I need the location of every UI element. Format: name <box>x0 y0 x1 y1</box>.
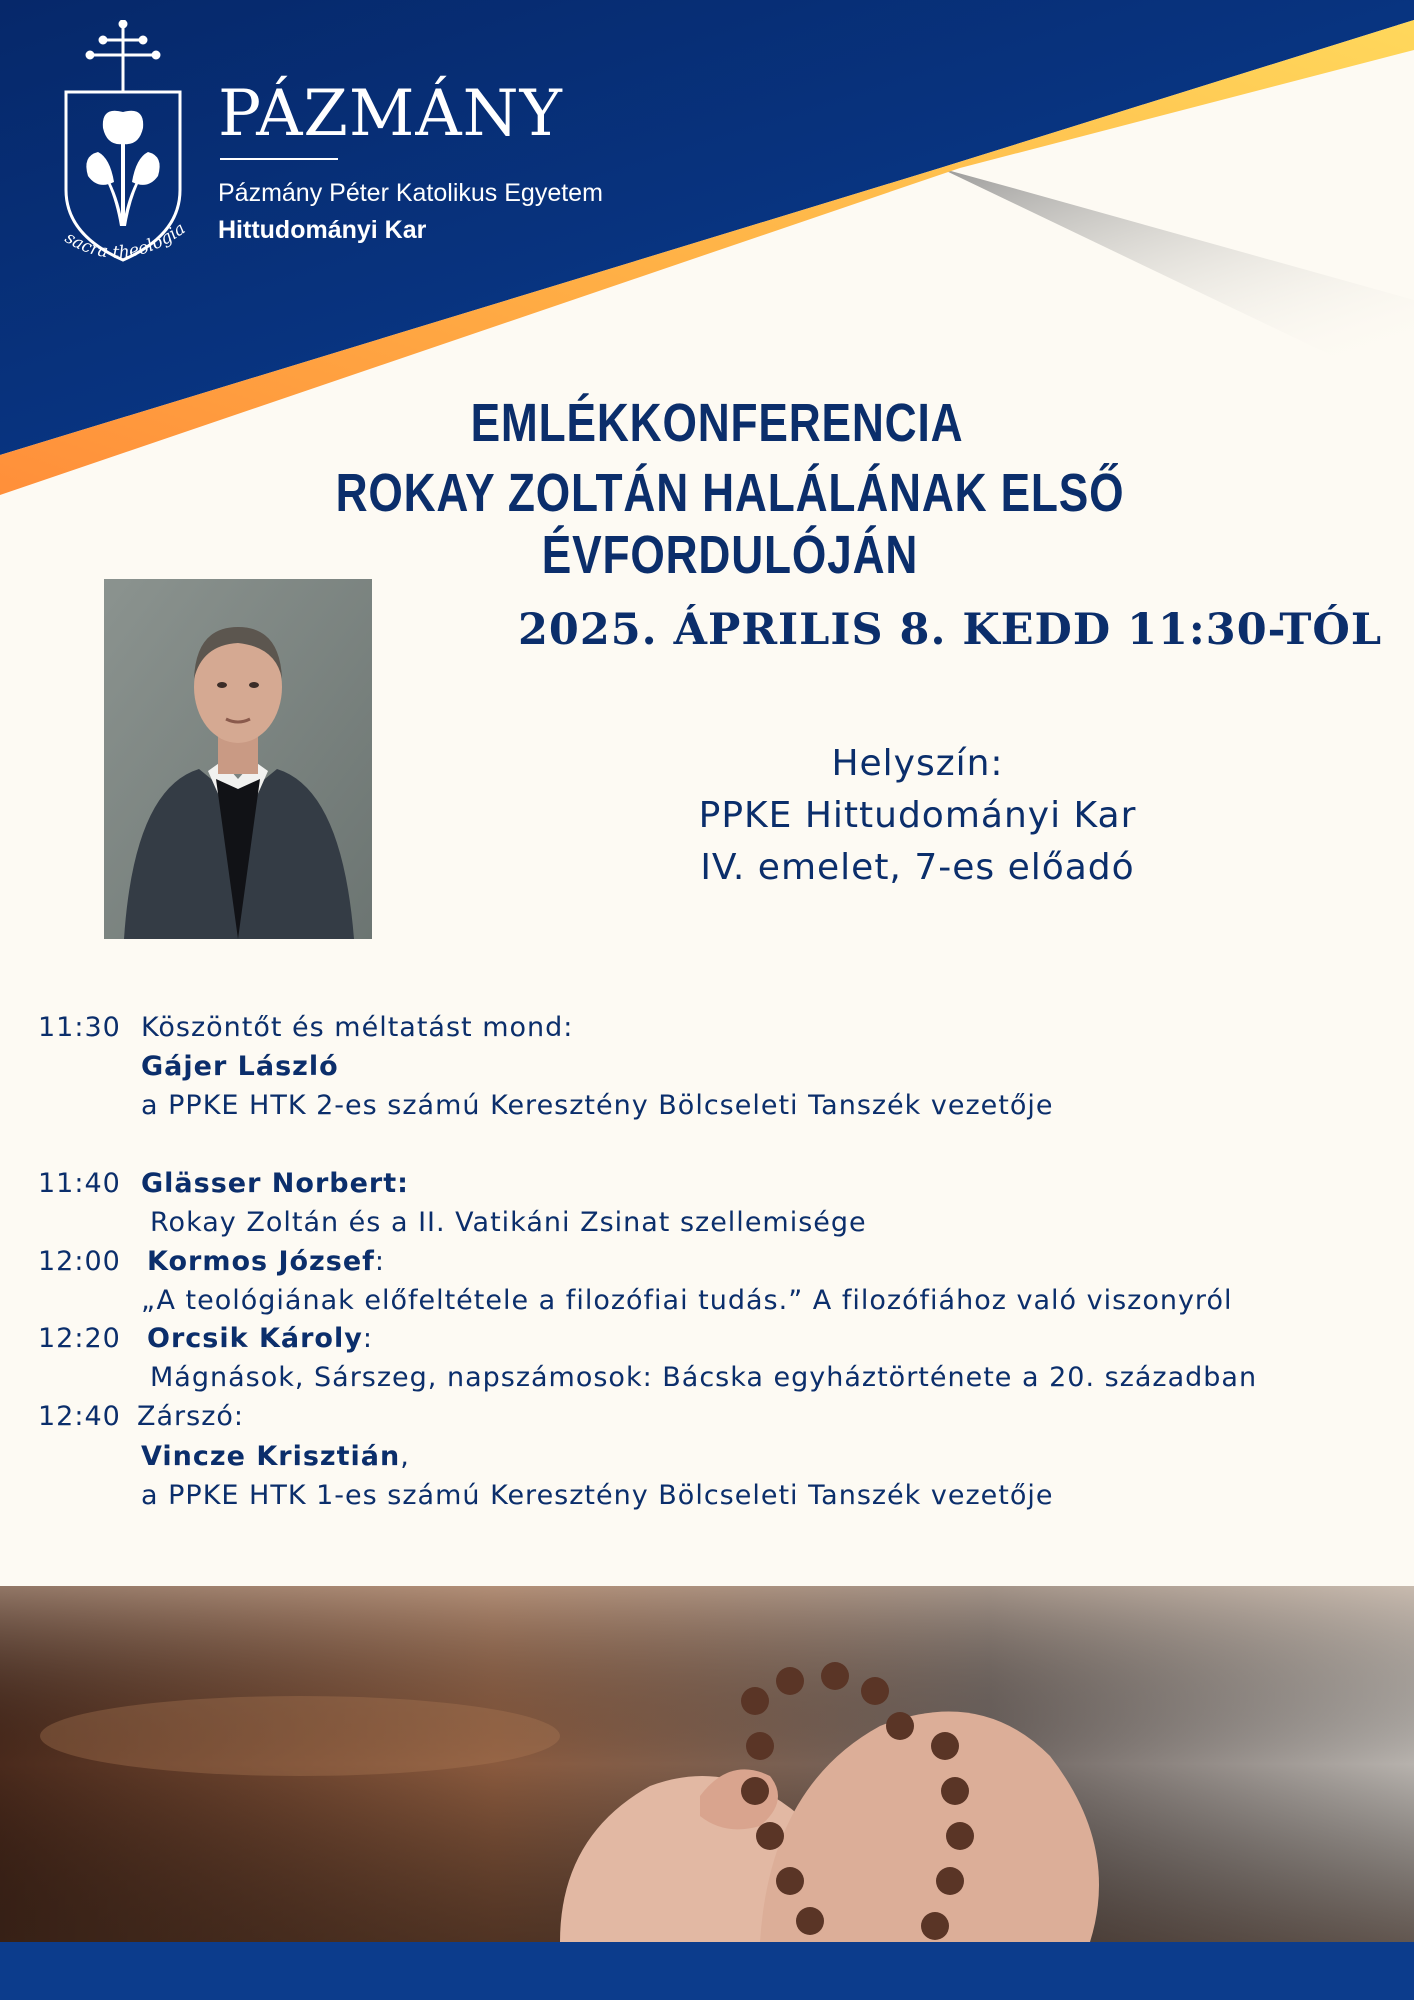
program-speaker: Kormos József <box>147 1246 375 1277</box>
program-detail: a PPKE HTK 1-es számú Keresztény Bölcseleti Tanszék vezetője <box>141 1480 1054 1511</box>
brand-divider <box>220 158 338 160</box>
program-separator: , <box>400 1441 410 1472</box>
program-detail: Mágnások, Sárszeg, napszámosok: Bácska egyháztörténete a 20. században <box>150 1362 1258 1393</box>
program-detail: „A teológiának előfeltétele a filozófiai tudás.” A filozófiához való viszonyról <box>141 1285 1233 1316</box>
program-speaker-line <box>141 1440 410 1474</box>
program-time: 12:00 <box>38 1246 121 1277</box>
brand-block <box>218 78 603 248</box>
faculty-coat-of-arms-logo <box>50 20 220 270</box>
program-separator: : <box>362 1323 373 1354</box>
brand-name: PÁZMÁNY <box>218 77 563 151</box>
program-intro: Zárszó: <box>137 1401 244 1432</box>
program-speaker: Vincze Krisztián <box>141 1441 401 1472</box>
portrait-photo <box>104 579 372 939</box>
venue-label: Helyszín: <box>831 743 1004 784</box>
program-speaker-line <box>147 1245 385 1279</box>
venue-room: IV. emelet, 7-es előadó <box>700 847 1135 888</box>
program-intro: Köszöntőt és méltatást mond: <box>141 1012 574 1043</box>
event-date: 2025. ÁPRILIS 8. KEDD 11:30-TÓL <box>518 605 1383 655</box>
university-name: Pázmány Péter Katolikus Egyetem <box>218 179 603 207</box>
program-time: 12:20 <box>38 1323 121 1354</box>
seal-motto: sacra theologia <box>61 218 190 263</box>
program-detail: Rokay Zoltán és a II. Vatikáni Zsinat szellemisége <box>150 1207 867 1238</box>
program-detail: a PPKE HTK 2-es számú Keresztény Bölcseleti Tanszék vezetője <box>141 1090 1054 1121</box>
program-speaker-line <box>147 1322 373 1356</box>
footer-bar <box>0 1942 1414 2000</box>
rosary-hands-photo <box>0 1586 1414 1942</box>
program-speaker: Glässer Norbert: <box>141 1168 409 1199</box>
conference-title: EMLÉKKONFERENCIA <box>470 393 964 453</box>
conference-subtitle: ROKAY ZOLTÁN HALÁLÁNAK ELSŐ ÉVFORDULÓJÁN <box>335 463 1125 585</box>
venue-block <box>625 738 1210 894</box>
program-time: 11:30 <box>38 1012 121 1043</box>
program-speaker: Gájer László <box>141 1051 339 1082</box>
program-time: 12:40 <box>38 1401 121 1432</box>
program-speaker: Orcsik Károly <box>147 1323 363 1354</box>
faculty-name: Hittudományi Kar <box>218 216 427 244</box>
venue-building: PPKE Hittudományi Kar <box>698 795 1137 836</box>
program-separator: : <box>374 1246 386 1277</box>
program-time: 11:40 <box>38 1168 121 1199</box>
